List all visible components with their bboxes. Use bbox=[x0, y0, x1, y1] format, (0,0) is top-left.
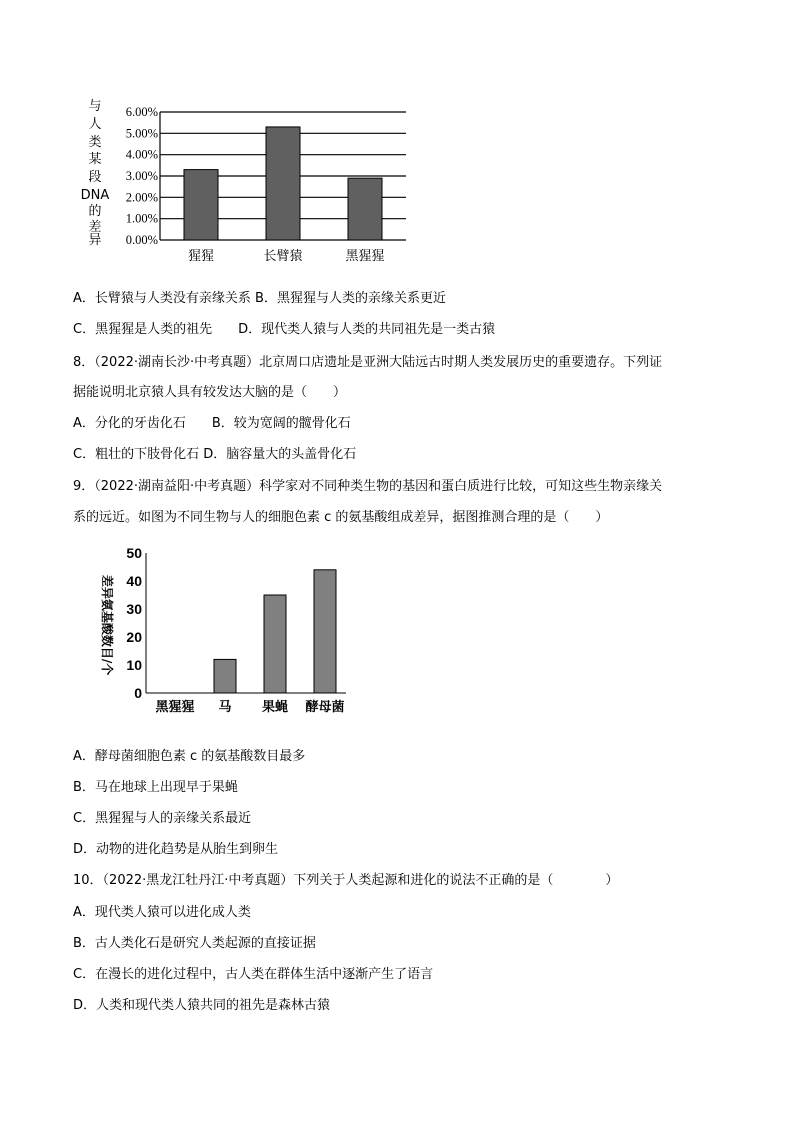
q8-stem-line1: 8．（2022·湖南长沙·中考真题）北京周口店遗址是亚洲大陆远古时期人类发展历史的重要遗存。下列证 bbox=[73, 355, 663, 370]
y-axis-label-char: 某 bbox=[88, 152, 102, 167]
dna-difference-chart bbox=[0, 0, 794, 270]
y-axis-label-char: DNA bbox=[80, 188, 110, 203]
q9-stem-line1: 9．（2022·湖南益阳·中考真题）科学家对不同种类生物的基因和蛋白质进行比较，可知这些生物亲缘关 bbox=[73, 479, 663, 494]
y-axis-label-char: 的 bbox=[88, 204, 102, 219]
y-axis-label-char: 类 bbox=[88, 135, 102, 150]
y-axis-label-char: 差 bbox=[88, 220, 102, 235]
amino-acid-difference-chart bbox=[0, 535, 794, 735]
x-category-label: 马 bbox=[218, 700, 232, 715]
bar-果蝇 bbox=[264, 595, 286, 693]
y-tick-label: 0 bbox=[134, 685, 142, 701]
y-tick-label: 50 bbox=[126, 545, 142, 561]
q7-options-cd: C．黑猩猩是人类的祖先 D．现代类人猿与人类的共同祖先是一类古猿 bbox=[73, 322, 496, 337]
q8-options-ab: A．分化的牙齿化石 B．较为宽阔的髋骨化石 bbox=[73, 416, 351, 431]
q10-option-a: A．现代类人猿可以进化成人类 bbox=[73, 905, 251, 920]
x-category-label: 酵母菌 bbox=[305, 700, 345, 715]
q9-option-d: D．动物的进化趋势是从胎生到卵生 bbox=[73, 842, 279, 857]
x-category-label: 猩猩 bbox=[187, 249, 215, 264]
y-tick-label: 40 bbox=[126, 573, 142, 589]
x-category-label: 黑猩猩 bbox=[345, 249, 385, 264]
bar-马 bbox=[214, 659, 236, 693]
y-tick-label: 10 bbox=[126, 657, 142, 673]
y-axis-label-char: 人 bbox=[88, 117, 102, 132]
bar-长臂猿 bbox=[266, 127, 300, 240]
y-tick-label: 6.00% bbox=[125, 105, 158, 119]
bar-黑猩猩 bbox=[348, 178, 382, 240]
q10-stem: 10．（2022·黑龙江牡丹江·中考真题）下列关于人类起源和进化的说法不正确的是（ ） bbox=[73, 873, 619, 888]
q8-stem-line2: 据能说明北京猿人具有较发达大脑的是（ ） bbox=[73, 385, 347, 400]
x-category-label: 黑猩猩 bbox=[155, 700, 195, 715]
q10-option-d: D．人类和现代类人猿共同的祖先是森林古猿 bbox=[73, 998, 331, 1013]
q9-stem-line2: 系的远近。如图为不同生物与人的细胞色素 c 的氨基酸组成差异，据图推测合理的是（ ） bbox=[73, 510, 609, 525]
y-axis-label-char: 与 bbox=[88, 99, 102, 114]
y-tick-label: 4.00% bbox=[125, 147, 158, 162]
q7-options-ab: A．长臂猿与人类没有亲缘关系 B．黑猩猩与人类的亲缘关系更近 bbox=[73, 291, 446, 306]
y-axis-label-char: 异 bbox=[88, 233, 102, 248]
bar-酵母菌 bbox=[314, 570, 336, 693]
x-category-label: 长臂猿 bbox=[263, 249, 303, 264]
y-tick-label: 3.00% bbox=[125, 169, 158, 183]
bar-猩猩 bbox=[184, 170, 218, 240]
y-tick-label: 0.00% bbox=[125, 233, 158, 247]
y-tick-label: 5.00% bbox=[125, 126, 158, 141]
q8-options-cd: C．粗壮的下肢骨化石 D．脑容量大的头盖骨化石 bbox=[73, 447, 357, 462]
q10-option-b: B．古人类化石是研究人类起源的直接证据 bbox=[73, 936, 316, 951]
y-tick-label: 30 bbox=[126, 601, 142, 617]
q9-option-b: B．马在地球上出现早于果蝇 bbox=[73, 780, 238, 795]
q10-option-c: C．在漫长的进化过程中，古人类在群体生活中逐渐产生了语言 bbox=[73, 967, 434, 982]
q9-option-c: C．黑猩猩与人的亲缘关系最近 bbox=[73, 811, 252, 826]
y-axis-label-char: 段 bbox=[88, 170, 102, 185]
x-category-label: 果蝇 bbox=[261, 700, 289, 715]
y-tick-label: 1.00% bbox=[125, 211, 158, 226]
y-tick-label: 2.00% bbox=[125, 190, 158, 205]
y-tick-label: 20 bbox=[126, 629, 142, 645]
q9-option-a: A．酵母菌细胞色素 c 的氨基酸数目最多 bbox=[73, 749, 306, 764]
y-axis-label: 差异氨基酸数目/个 bbox=[100, 574, 114, 676]
